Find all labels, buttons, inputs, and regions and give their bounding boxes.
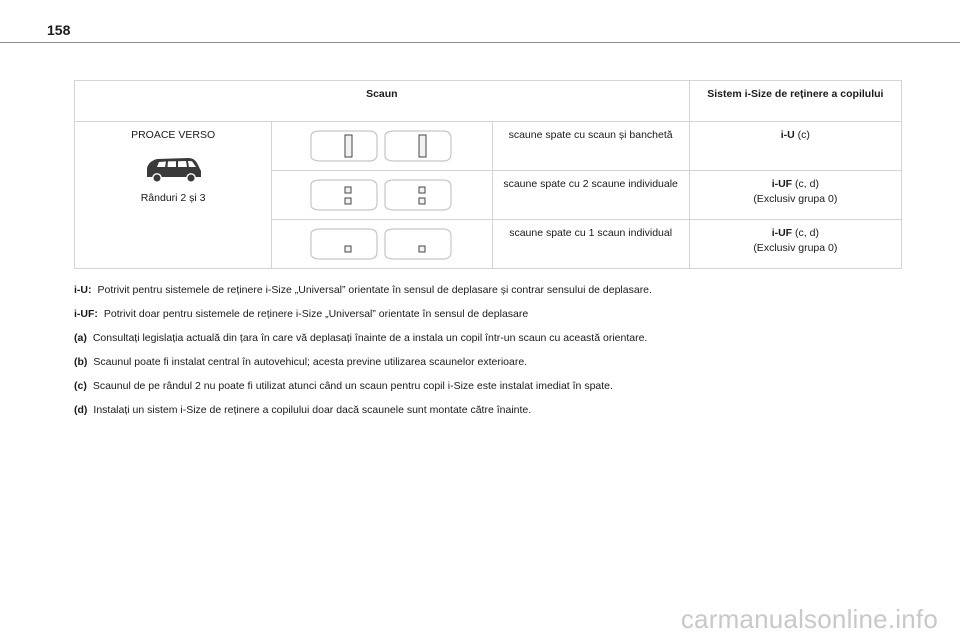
seat-two-individual-diagram: [272, 171, 492, 220]
note-key: i-U:: [74, 284, 92, 296]
header-divider: [0, 42, 960, 43]
header-isize: Sistem i-Size de reținere a copilului: [689, 81, 901, 122]
note-a: [74, 331, 934, 355]
note-key: (c): [74, 380, 87, 392]
seat-bench-diagram: [272, 122, 492, 171]
isize-extra: (Exclusiv grupa 0): [753, 193, 838, 205]
isize-code: i-U: [780, 129, 795, 141]
vehicle-cell: [75, 122, 272, 269]
seat-type-cell: scaune spate cu 1 scaun individual: [492, 220, 689, 269]
van-icon: [141, 155, 205, 185]
isize-cell: [689, 122, 901, 171]
note-key: (a): [74, 332, 87, 344]
isize-code: i-UF: [771, 227, 793, 239]
isize-extra: (Exclusiv grupa 0): [753, 242, 838, 254]
seat-one-individual-diagram: [272, 220, 492, 269]
isize-detail: (c, d): [792, 227, 819, 239]
note-b: [74, 355, 934, 379]
note-text: Consultați legislația actuală din țara în care vă deplasați înainte de a instala un copil într-un scaun cu această orientare.: [92, 332, 648, 344]
note-text: Potrivit pentru sistemele de reținere i-Size „Universal” orientate în sensul de deplasare și contrar sensului de deplasare.: [97, 284, 652, 296]
isize-code: i-UF: [771, 178, 793, 190]
page-number: 158: [47, 22, 71, 38]
note-text: Scaunul poate fi instalat central în autovehicul; acesta previne utilizarea scaunelor exterioare.: [93, 356, 528, 368]
table-row: [75, 122, 902, 171]
note-text: Scaunul de pe rândul 2 nu poate fi utilizat atunci când un scaun pentru copil i-Size este instalat imediat în spate.: [92, 380, 613, 392]
note-c: [74, 379, 934, 403]
note-iu: [74, 283, 934, 307]
isize-cell: [689, 171, 901, 220]
isize-detail: (c, d): [792, 178, 819, 190]
rows-label: Rânduri 2 și 3: [140, 192, 206, 204]
table-header-row: [75, 81, 902, 122]
note-text: Potrivit doar pentru sistemele de reținere i-Size „Universal” orientate în sensul de deplasare: [103, 308, 529, 320]
isize-cell: [689, 220, 901, 269]
isize-compatibility-table: [74, 80, 902, 269]
note-iuf: [74, 307, 934, 331]
note-key: i-UF:: [74, 308, 98, 320]
note-d: [74, 403, 934, 427]
watermark: carmanualsonline.info: [680, 604, 938, 634]
isize-detail: (c): [794, 129, 810, 141]
seat-type-cell: scaune spate cu scaun și banchetă: [492, 122, 689, 171]
header-seat: Scaun: [75, 81, 690, 122]
vehicle-model: PROACE VERSO: [131, 129, 216, 141]
notes-list: [74, 283, 934, 427]
note-key: (d): [74, 404, 88, 416]
note-key: (b): [74, 356, 88, 368]
note-text: Instalați un sistem i-Size de reținere a copilului doar dacă scaunele sunt montate către înainte.: [93, 404, 532, 416]
seat-type-cell: scaune spate cu 2 scaune individuale: [492, 171, 689, 220]
